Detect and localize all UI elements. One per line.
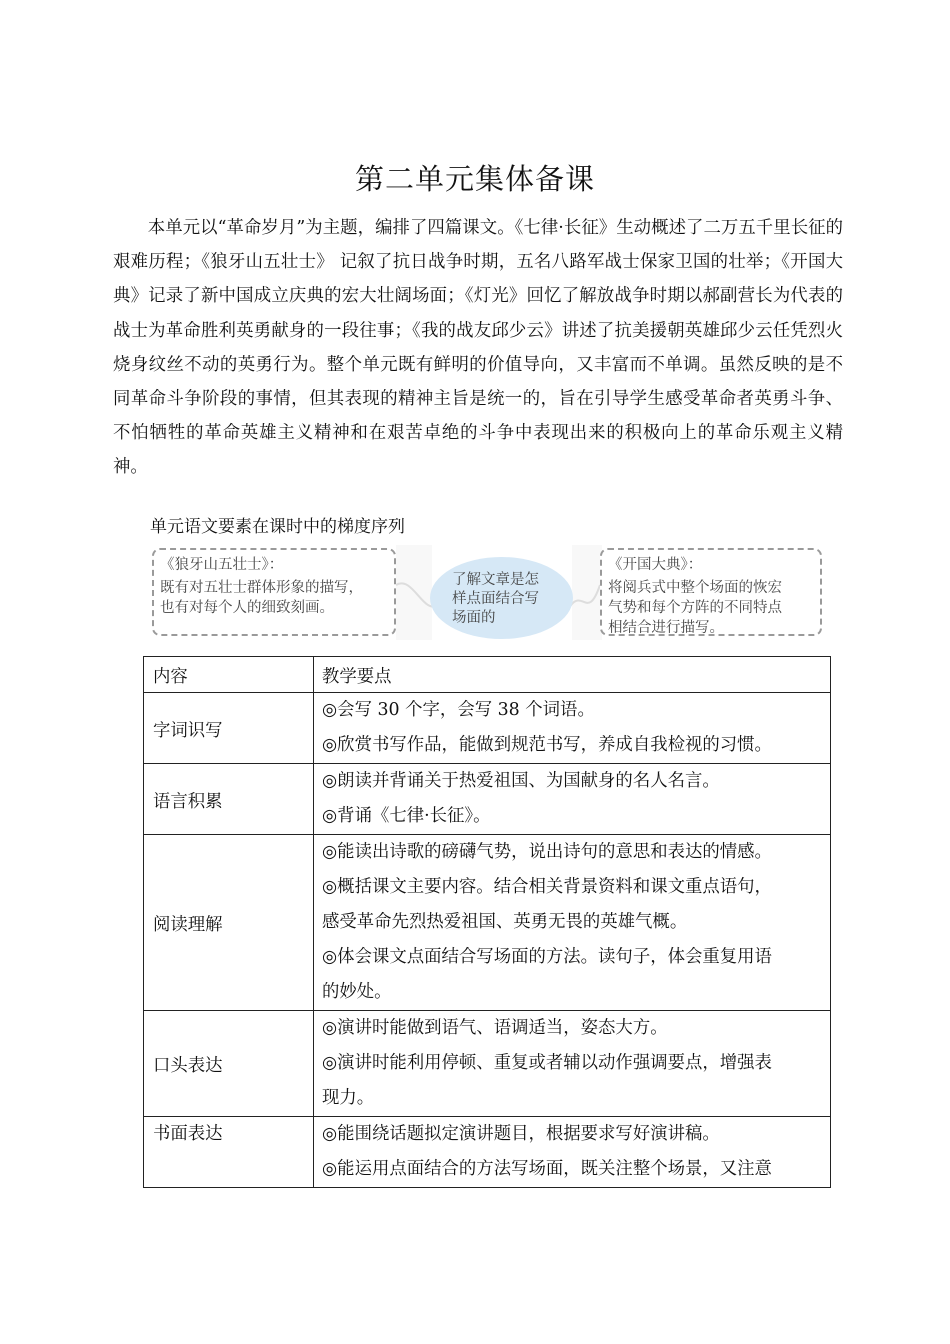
row-category: 语言积累 [144,764,314,835]
teaching-points-table [143,656,831,1188]
point-line: 现力。 [322,1088,375,1108]
right-note-title: 《开国大典》： [608,557,703,573]
page-title: 第二单元集体备课 [354,162,595,196]
left-note-box [152,548,396,636]
row-points [314,764,831,835]
point-line: ◎欣赏书写作品，能做到规范书写，养成自我检视的习惯。 [322,735,772,755]
right-note-line: 将阅兵式中整个场面的恢宏 [608,580,782,596]
point-line: 感受革命先烈热爱祖国、英勇无畏的英雄气概。 [322,912,688,932]
point-line: ◎能读出诗歌的磅礴气势，说出诗句的意思和表达的情感。 [322,842,772,862]
center-bubble [430,557,573,639]
header-cell-points: 教学要点 [314,657,831,693]
right-note-box [600,548,822,636]
table-row [144,1011,831,1117]
intro-text: 本单元以“革命岁月”为主题，编排了四篇课文。《七律·长征》生动概述了二万五千里长征的艰难历程；《狼牙山五壮士》 记叙了抗日战争时期，五名八路军战士保家卫国的壮举；《开国大典》记录了新中国成立庆典的宏大壮阔场面；《灯光》回忆了解放战争时期以郝副营长为代表的战士为革命胜利英勇献身的一段往事；《我的战友邱少云》讲述了抗美援朝英雄邱少云任凭烈火烧身纹丝不动的英勇行为。整个单元既有鲜明的价值导向，又丰富而不单调。虽然反映的是不同革命斗争阶段的事情，但其表现的精神主旨是统一的，旨在引导学生感受革命者英勇斗争、不怕牺牲的革命英雄主义精神和在艰苦卓绝的斗争中表现出来的积极向上的革命乐观主义精神。 [113,218,843,478]
row-category: 书面表达 [144,1117,314,1188]
point-line: ◎能运用点面结合的方法写场面，既关注整个场景，又注意 [322,1159,772,1179]
right-note-line: 气势和每个方阵的不同特点 [608,600,782,616]
bubble-line: 样点面结合写 [452,591,539,607]
point-line: 的妙处。 [322,982,392,1002]
point-line: ◎演讲时能利用停顿、重复或者辅以动作强调要点，增强表 [322,1053,772,1073]
table-row [144,1117,831,1188]
row-category: 口头表达 [144,1011,314,1117]
row-points [314,1011,831,1117]
row-category: 字词识写 [144,693,314,764]
sequence-label: 单元语文要素在课时中的梯度序列 [150,517,405,537]
point-line: ◎背诵《七律·长征》。 [322,806,491,826]
row-points [314,835,831,1011]
concept-strip [148,545,825,640]
table-row [144,693,831,764]
row-points [314,693,831,764]
table-row [144,764,831,835]
point-line: ◎朗读并背诵关于热爱祖国、为国献身的名人名言。 [322,771,720,791]
header-cell-content: 内容 [144,657,314,693]
bubble-line: 了解文章是怎 [452,572,539,588]
point-line: ◎会写 30 个字，会写 38 个词语。 [322,700,595,720]
table-row [144,835,831,1011]
point-line: ◎体会课文点面结合写场面的方法。读句子，体会重复用语 [322,947,772,967]
point-line: ◎能围绕话题拟定演讲题目，根据要求写好演讲稿。 [322,1124,720,1144]
right-note-line: 相结合进行描写。 [608,620,724,636]
left-note-line: 既有对五壮士群体形象的描写， [160,580,363,596]
left-note-line: 也有对每个人的细致刻画。 [160,600,334,616]
left-note-title: 《狼牙山五壮士》： [160,557,284,573]
row-category: 阅读理解 [144,835,314,1011]
row-points [314,1117,831,1188]
intro-paragraph [113,211,843,485]
bubble-line: 场面的 [452,610,496,626]
point-line: ◎概括课文主要内容。结合相关背景资料和课文重点语句， [322,877,772,897]
table-header-row [144,657,831,693]
point-line: ◎演讲时能做到语气、语调适当，姿态大方。 [322,1018,668,1038]
